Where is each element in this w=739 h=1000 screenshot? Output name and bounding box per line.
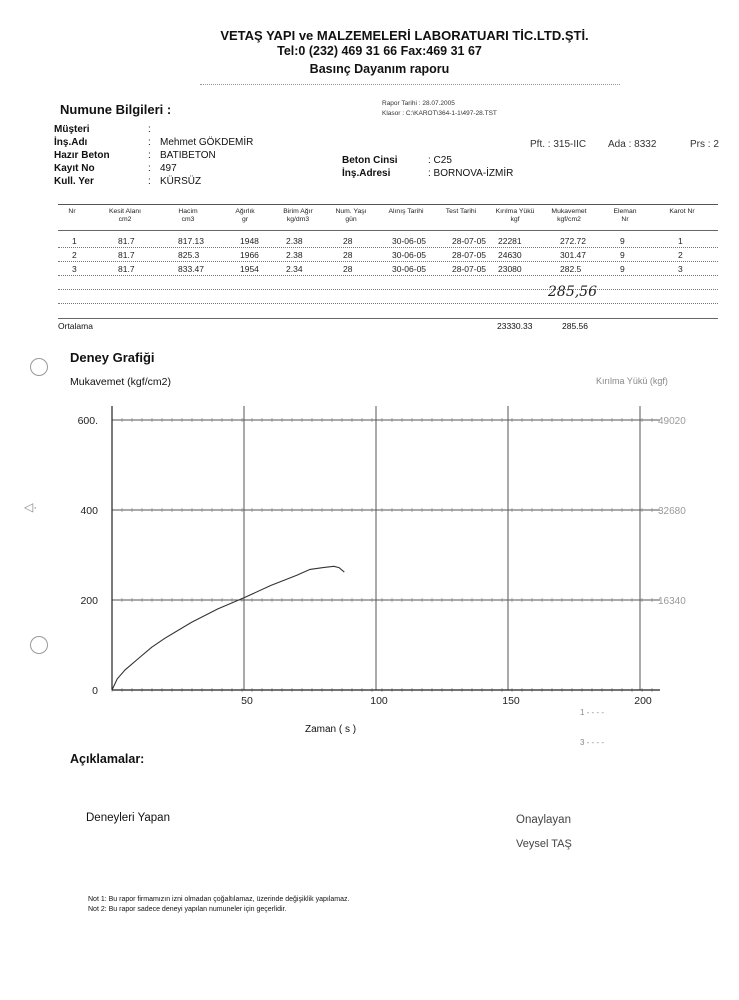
graph-title: Deney Grafiği — [70, 350, 155, 365]
y2-tick-label: 16340 — [658, 596, 686, 607]
folder-path: Klasor : C:\KAROT\364-1-1\497-28.TST — [382, 110, 497, 117]
cell: 28-07-05 — [452, 236, 487, 246]
cell: 28 — [343, 236, 353, 246]
x-tick-label: 100 — [370, 695, 388, 707]
field-ins-adi-sep: : — [148, 137, 151, 148]
y-tick-label: 600. — [77, 415, 98, 427]
field-musteri-sep: : — [148, 124, 151, 135]
pafta-number: Pft. : 315-IIC — [530, 139, 587, 150]
field-kull-yer-label: Kull. Yer — [54, 176, 94, 187]
cell: 81.7 — [118, 264, 135, 274]
y-tick-label: 0 — [92, 685, 98, 697]
cell: 81.7 — [118, 250, 135, 260]
col-header-mukavemet: Mukavemet kgf/cm2 — [551, 208, 587, 223]
chart-series — [112, 566, 344, 690]
cell: 2 — [72, 250, 77, 260]
field-hazir-beton-sep: : — [148, 150, 151, 161]
col-header-birim-agir: Birim Ağır kg/dm3 — [283, 208, 313, 223]
beton-cinsi-value: : C25 — [428, 155, 452, 166]
col-header-num-yasi: Num. Yaşı gün — [335, 208, 367, 223]
cell: 272.72 — [560, 236, 586, 246]
footer-note-2: Not 2: Bu rapor sadece deneyi yapılan numuneler için geçerlidir. — [88, 906, 287, 913]
col-header-kirilma-yuku: Kırılma Yükü kgf — [495, 208, 535, 223]
cell: 817.13 — [178, 236, 204, 246]
report-title: Basınç Dayanım raporu — [309, 62, 450, 76]
y2-tick-label: 32680 — [658, 506, 686, 517]
average-label: Ortalama — [58, 321, 93, 331]
cell: 23080 — [498, 264, 522, 274]
cell: 825.3 — [178, 250, 200, 260]
cell: 2.38 — [286, 236, 303, 246]
parsel-number: Prs : 2 — [690, 139, 719, 150]
cell: 24630 — [498, 250, 522, 260]
footer-note-1: Not 1: Bu rapor firmamızın izni olmadan çoğaltılamaz, üzerinde değişiklik yapılamaz. — [88, 896, 350, 903]
field-kull-yer-value: KÜRSÜZ — [160, 176, 202, 187]
x-axis-label: Zaman ( s ) — [305, 724, 357, 735]
margin-arrow-icon: ◁· — [24, 500, 38, 514]
cell: 28-07-05 — [452, 250, 487, 260]
cell: 30-06-05 — [392, 264, 427, 274]
cell: 3 — [678, 264, 683, 274]
x-tick-label: 50 — [241, 695, 253, 707]
field-hazir-beton-value: BATIBETON — [160, 150, 216, 161]
col-header-nr: Nr — [68, 208, 76, 215]
cell: 28-07-05 — [452, 264, 487, 274]
chart-ticks — [78, 415, 687, 707]
cell: 282.5 — [560, 264, 582, 274]
cell: 301.47 — [560, 250, 586, 260]
right-axis-label: Kırılma Yükü (kgf) — [596, 376, 668, 386]
field-ins-adi-label: İnş.Adı — [54, 137, 88, 148]
onaylayan-label: Onaylayan — [516, 814, 571, 826]
cell: 1 — [678, 236, 683, 246]
legend-entry-1: 1 - - - - — [580, 708, 604, 717]
col-header-test-tarihi: Test Tarihi — [445, 208, 477, 215]
deneyleri-yapan-label: Deneyleri Yapan — [86, 812, 170, 824]
cell: 833.47 — [178, 264, 204, 274]
col-header-alinis-tarihi: Alınış Tarihi — [388, 208, 424, 215]
field-kayit-no-sep: : — [148, 163, 151, 174]
cell: 22281 — [498, 236, 522, 246]
field-ins-adi-value: Mehmet GÖKDEMİR — [160, 137, 254, 148]
col-header-kesit: Kesit Alanı cm2 — [108, 208, 142, 223]
ins-adresi-label: İnş.Adresi — [342, 168, 391, 179]
cell: 30-06-05 — [392, 236, 427, 246]
cell: 28 — [343, 264, 353, 274]
cell: 3 — [72, 264, 77, 274]
series-line — [112, 566, 344, 690]
aciklamalar-label: Açıklamalar: — [70, 752, 145, 766]
chart-grid — [112, 406, 660, 692]
company-name: VETAŞ YAPI ve MALZEMELERİ LABORATUARI TİC.LTD.ŞTİ. — [220, 28, 589, 43]
field-kayit-no-value: 497 — [160, 163, 177, 174]
ins-adresi-value: : BORNOVA-İZMİR — [428, 168, 514, 179]
field-kayit-no-label: Kayıt No — [54, 163, 95, 174]
cell: 30-06-05 — [392, 250, 427, 260]
company-contact: Tel:0 (232) 469 31 66 Fax:469 31 67 — [277, 44, 482, 58]
average-load: 23330.33 — [497, 321, 533, 331]
cell: 81.7 — [118, 236, 135, 246]
field-kull-yer-sep: : — [148, 176, 151, 187]
col-header-eleman: Eleman Nr — [613, 208, 637, 223]
cell: 1954 — [240, 264, 259, 274]
x-tick-label: 200 — [634, 695, 652, 707]
ada-number: Ada : 8332 — [608, 139, 657, 150]
cell: 1966 — [240, 250, 259, 260]
handwritten-average: 285,56 — [548, 284, 597, 300]
legend-entry-3: 3 - - - - — [580, 738, 604, 747]
report-date: Rapor Tarihi : 28.07.2005 — [382, 100, 455, 107]
y-tick-label: 200 — [80, 595, 98, 607]
left-axis-label: Mukavemet (kgf/cm2) — [70, 376, 171, 388]
col-header-agirlik: Ağırlık gr — [235, 208, 255, 223]
y2-tick-label: 49020 — [658, 416, 686, 427]
cell: 9 — [620, 264, 625, 274]
cell: 28 — [343, 250, 353, 260]
chart-axes — [112, 406, 660, 690]
col-header-hacim: Hacim cm3 — [178, 208, 198, 223]
onaylayan-name: Veysel TAŞ — [516, 838, 572, 850]
cell: 1948 — [240, 236, 259, 246]
sample-info-title: Numune Bilgileri : — [60, 102, 172, 117]
y-tick-label: 400 — [80, 505, 98, 517]
cell: 2.38 — [286, 250, 303, 260]
field-hazir-beton-label: Hazır Beton — [54, 150, 110, 161]
cell: 9 — [620, 250, 625, 260]
beton-cinsi-label: Beton Cinsi — [342, 155, 398, 166]
cell: 2.34 — [286, 264, 303, 274]
average-strength: 285.56 — [562, 321, 588, 331]
x-tick-label: 150 — [502, 695, 520, 707]
cell: 2 — [678, 250, 683, 260]
field-musteri-label: Müşteri — [54, 124, 90, 135]
cell: 1 — [72, 236, 77, 246]
cell: 9 — [620, 236, 625, 246]
col-header-karot: Karot Nr — [669, 208, 695, 215]
